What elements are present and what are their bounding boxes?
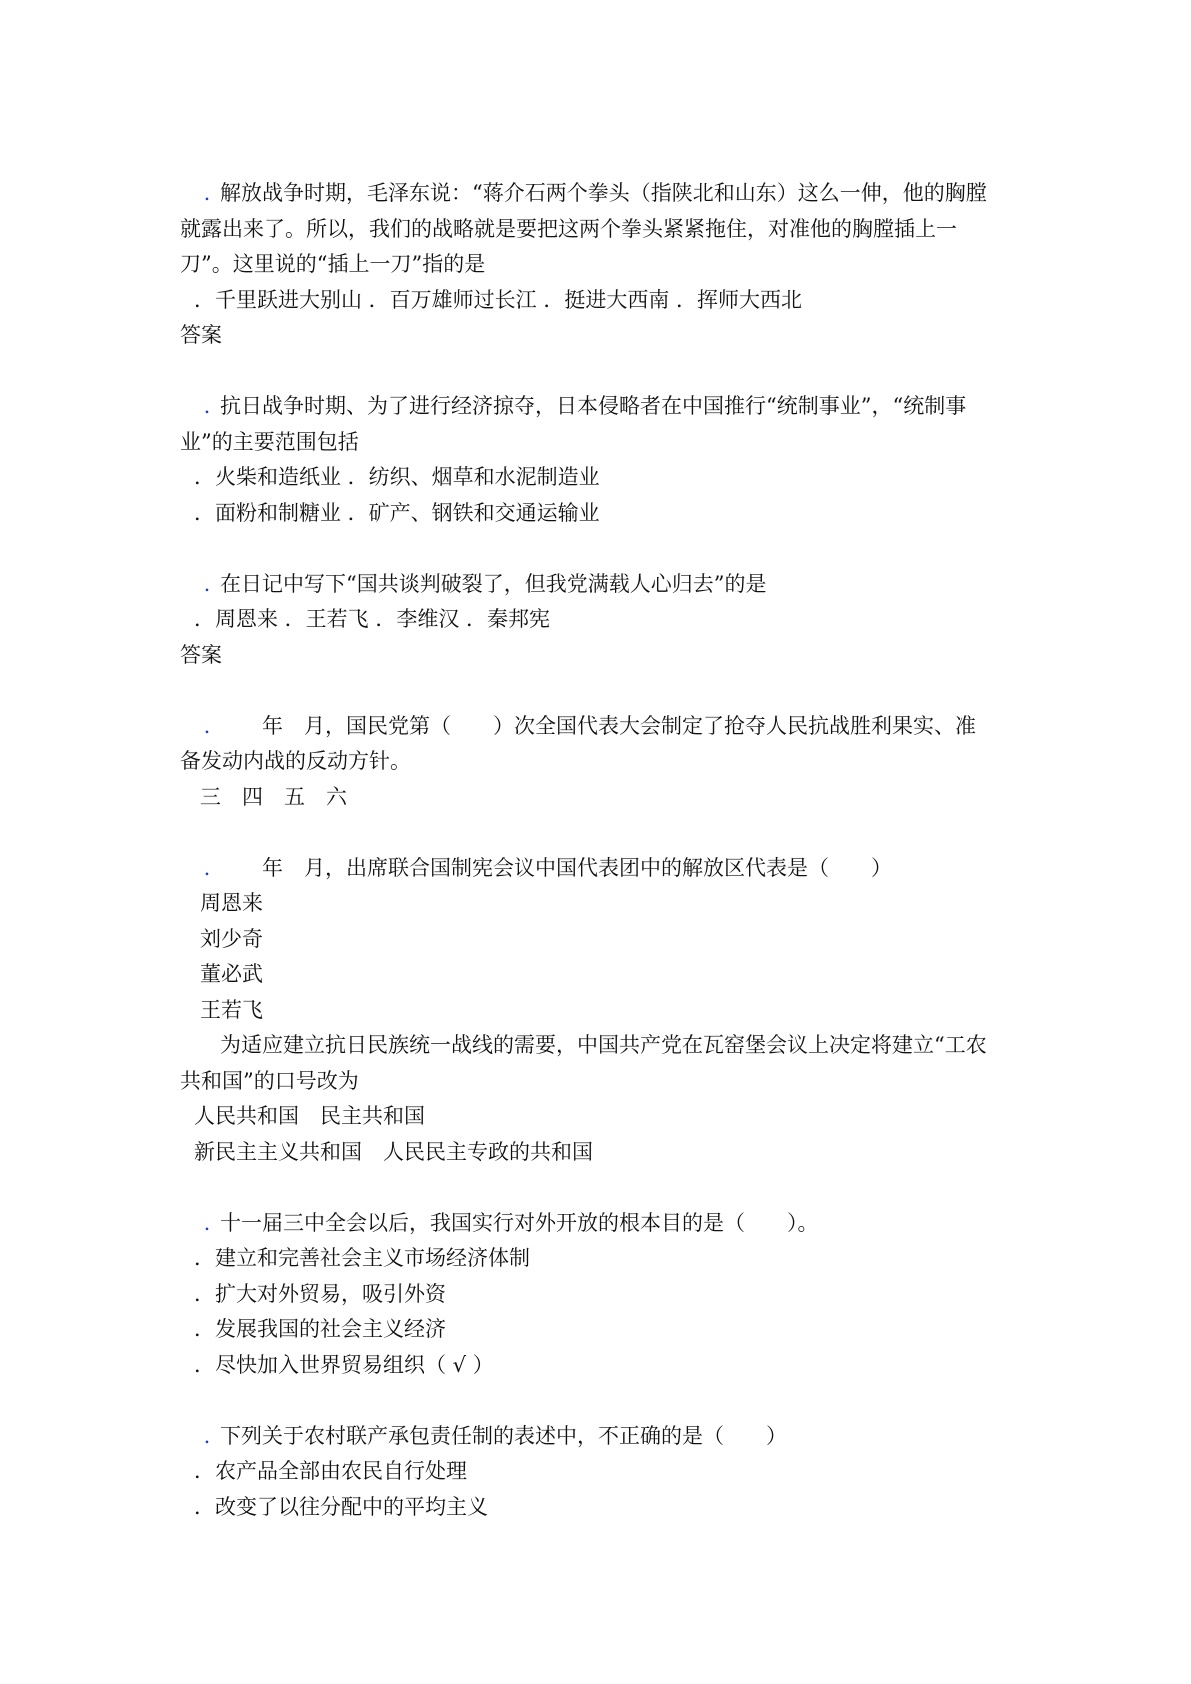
question-5-option-2: 刘少奇	[200, 926, 263, 951]
question-6-options-line-2: 新民主主义共和国 人民民主专政的共和国	[194, 1139, 593, 1164]
question-6-stem-line-2: 共和国”的口号改为	[180, 1068, 359, 1093]
question-1-options: ．千里跃进大别山 ．百万雄师过长江 ．挺进大西南 ．挥师大西北	[194, 287, 803, 312]
question-7	[180, 1206, 1010, 1384]
spacer	[180, 815, 1010, 851]
question-2-options-line-1: ．火柴和造纸业 ．纺织、烟草和水泥制造业	[194, 465, 600, 489]
question-4-stem-line-2: 备发动内战的反动方针。	[180, 749, 411, 773]
question-5-stem-line-1: . 年 月，出席联合国制宪会议中国代表团中的解放区代表是（ ）	[180, 851, 1010, 887]
question-5-option-3: 董必武	[200, 962, 263, 986]
question-6	[180, 1028, 1010, 1170]
question-3	[180, 567, 1010, 674]
question-1	[180, 176, 1010, 354]
question-marker: .	[203, 181, 211, 205]
question-8-option-1: ．农产品全部由农民自行处理	[194, 1459, 467, 1483]
question-6-options-line-1: 人民共和国 民主共和国	[194, 1104, 425, 1128]
question-3-options: ．周恩来 ．王若飞 ．李维汉 ．秦邦宪	[194, 607, 551, 631]
question-marker: .	[203, 855, 211, 880]
question-5-option-4: 王若飞	[200, 997, 263, 1022]
question-8-stem-line-1: . 下列关于农村联产承包责任制的表述中，不正确的是（ ）	[180, 1419, 1010, 1455]
question-3-answer-label: 答案	[180, 642, 222, 667]
question-4	[180, 709, 1010, 816]
question-5	[180, 851, 1010, 1029]
spacer	[180, 354, 1010, 390]
question-7-stem-line-1: . 十一届三中全会以后，我国实行对外开放的根本目的是（ ）。	[180, 1206, 1010, 1242]
question-6-stem-line-1: 为适应建立抗日民族统一战线的需要，中国共产党在瓦窑堡会议上决定将建立“工农	[220, 1033, 987, 1057]
question-4-stem-line-1: . 年 月，国民党第（ ）次全国代表大会制定了抢夺人民抗战胜利果实、准	[180, 709, 1010, 745]
question-8	[180, 1419, 1010, 1526]
question-8-option-2: ．改变了以往分配中的平均主义	[194, 1494, 488, 1519]
spacer	[180, 673, 1010, 709]
question-7-option-1: ．建立和完善社会主义市场经济体制	[194, 1246, 530, 1270]
question-marker: .	[203, 1423, 211, 1448]
question-marker: .	[203, 394, 211, 418]
question-marker: .	[203, 713, 211, 738]
question-7-option-2: ．扩大对外贸易，吸引外资	[194, 1281, 446, 1306]
question-1-stem-line-3: 刀”。这里说的“插上一刀”指的是	[180, 252, 486, 276]
question-marker: .	[203, 1210, 211, 1235]
spacer	[180, 1170, 1010, 1206]
question-2-stem-line-2: 业”的主要范围包括	[180, 429, 359, 454]
question-7-option-3: ．发展我国的社会主义经济	[194, 1317, 446, 1341]
question-2-stem-line-1: . 抗日战争时期、为了进行经济掠夺，日本侵略者在中国推行“统制事业”，“统制事	[180, 389, 1010, 425]
spacer	[180, 1383, 1010, 1419]
question-7-option-4: ．尽快加入世界贸易组织（ √ ）	[194, 1352, 494, 1377]
spacer	[180, 531, 1010, 567]
question-1-answer-label: 答案	[180, 323, 222, 347]
question-2	[180, 389, 1010, 531]
question-1-stem-line-1: . 解放战争时期，毛泽东说：“蒋介石两个拳头（指陕北和山东）这么一伸，他的胸膛	[180, 176, 1010, 212]
question-5-option-1: 周恩来	[200, 891, 263, 915]
question-1-stem-line-2: 就露出来了。所以，我们的战略就是要把这两个拳头紧紧拖住，对准他的胸膛插上一	[180, 216, 957, 241]
question-4-options: 三 四 五 六	[200, 784, 347, 809]
question-2-options-line-2: ．面粉和制糖业 ．矿产、钢铁和交通运输业	[194, 500, 600, 525]
question-3-stem-line-1: . 在日记中写下“国共谈判破裂了，但我党满载人心归去”的是	[180, 567, 1010, 603]
question-marker: .	[203, 571, 211, 596]
document-content	[180, 176, 1010, 1525]
